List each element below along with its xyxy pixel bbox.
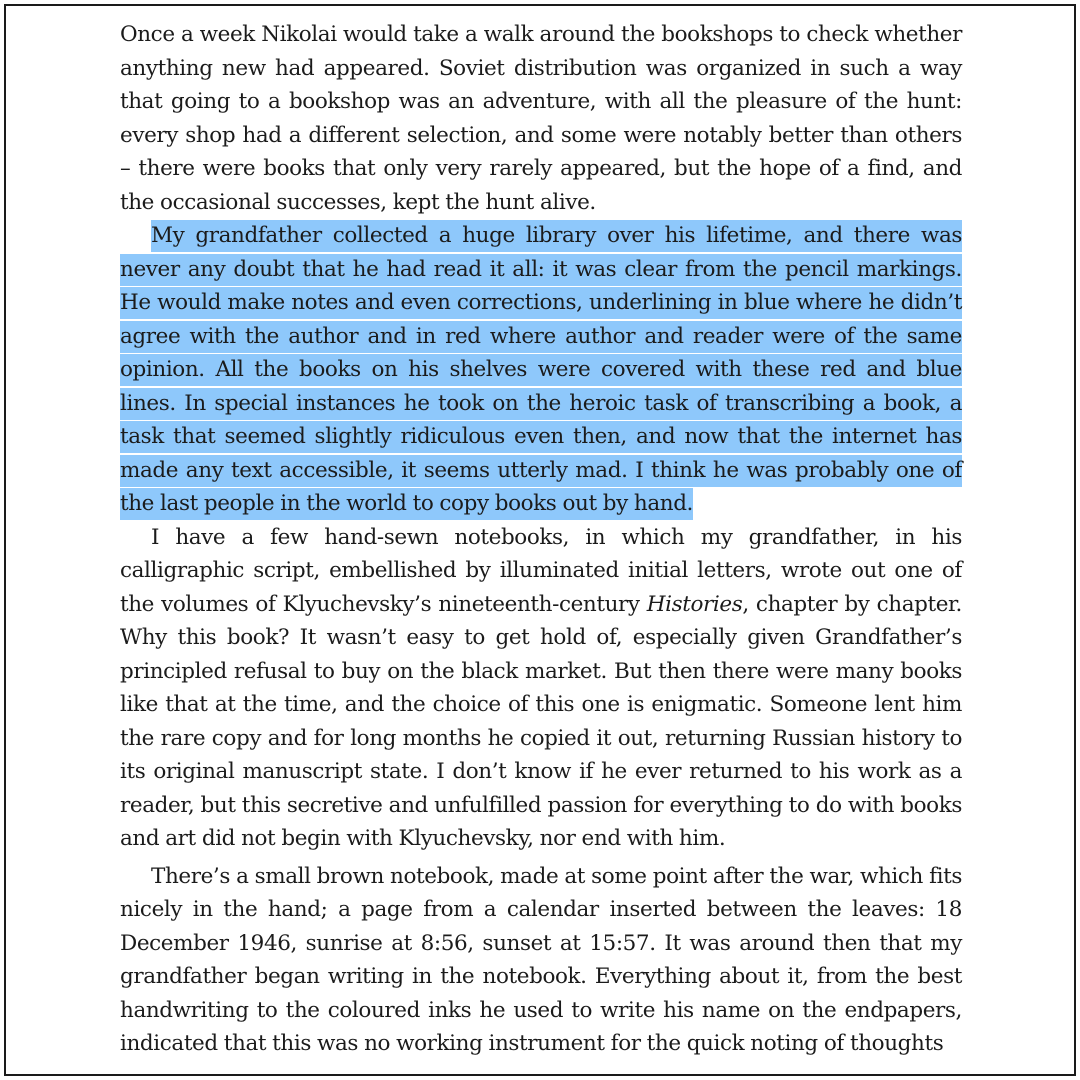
paragraph-2-highlighted[interactable] bbox=[120, 219, 962, 521]
paragraph-3-text-before: I have a few hand-sewn notebooks, in which my grandfather, in his calligraphic script, embellished by illuminated initial letters, wrote out one of the volumes of Klyuchevsky’s nineteenth-century bbox=[120, 524, 962, 617]
page-frame bbox=[4, 4, 1076, 1076]
book-title-italic: Histories bbox=[646, 591, 743, 617]
paragraph-1[interactable] bbox=[120, 18, 962, 219]
paragraph-3-text-after: , chapter by chapter. Why this book? It wasn’t easy to get hold of, especially given Grandfather’s principled refusal to buy on the black market. But then there were many books like that at the time, and the choice of this one is enigmatic. Someone lent him the rare copy and for long months he copied it out, returning Russian history to its original manuscript state. I don’t know if he ever returned to his work as a reader, but this secretive and unfulfilled passion for everything to do with books and art did not begin with Klyuchevsky, nor end with him. bbox=[120, 591, 962, 851]
paragraph-1-text: Once a week Nikolai would take a walk around the bookshops to check whether anything new had appeared. Soviet distribution was organized in such a way that going to a bookshop was an adventure, with all the pleasure of the hunt: every shop had a different selection, and some were notably better than others – there were books that only very rarely appeared, but the hope of a find, and the occasional successes, kept the hunt alive. bbox=[120, 22, 962, 215]
book-page bbox=[120, 18, 962, 1061]
paragraph-4[interactable] bbox=[120, 860, 962, 1061]
text-highlight[interactable]: My grandfather collected a huge library over his lifetime, and there was never any doubt that he had read it all: it was clear from the pencil markings. He would make notes and even corrections, underlining in blue where he didn’t agree with the author and in red where author and reader were of the same opinion. All the books on his shelves were covered with these red and blue lines. In special instances he took on the heroic task of transcribing a book, a task that seemed slightly ridiculous even then, and now that the internet has made any text accessible, it seems utterly mad. I think he was probably one of the last people in the world to copy books out by hand. bbox=[120, 220, 962, 520]
paragraph-4-text: There’s a small brown notebook, made at some point after the war, which fits nicely in the hand; a page from a calendar inserted between the leaves: 18 December 1946, sunrise at 8:56, sunset at 15:57. It was around then that my grandfather began writing in the notebook. Everything about it, from the best handwriting to the coloured inks he used to write his name on the endpapers, indicated that this was no working instrument for the quick noting of thoughts bbox=[120, 863, 962, 1056]
paragraph-3[interactable] bbox=[120, 521, 962, 856]
